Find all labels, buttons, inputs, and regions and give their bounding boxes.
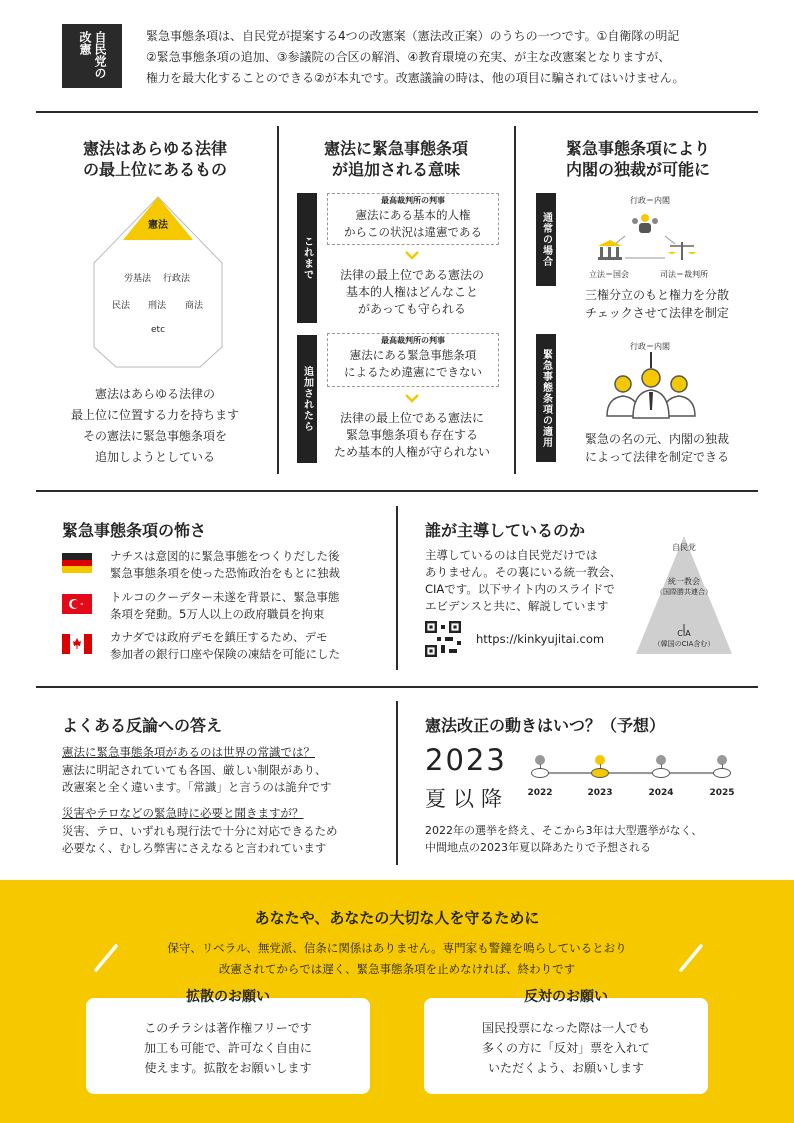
col1-text [40,384,270,468]
card-text [86,1018,370,1078]
cabinet-label: 行政＝内閣 [630,342,670,351]
footer-line: 保守、リベラル、無党派、信条に関係はありません。専門家も警鐘を鳴らしているとおり [167,941,627,955]
card-line: このチラシは著作権フリーです [144,1021,312,1035]
col3-text-line: チェックさせて法律を制定 [585,306,729,320]
leader-line: 主導しているのは自民党だけでは [425,548,598,562]
divider [396,506,398,670]
judge-label: 最高裁判所の判事 [381,336,445,345]
fear-title: 緊急事態条項の怖さ [62,521,207,540]
law-label: 労基法 [124,274,152,284]
fear-item [110,548,340,582]
germany-flag-icon [62,553,92,573]
timeline-title: 憲法改正の動きはいつ？（予想） [425,716,666,735]
cabinet-dictatorship-icon [603,350,699,420]
faq-question: 憲法に緊急事態条項があるのは世界の常識では？ [62,745,315,759]
header-badge-text: 自民党の改憲 [78,31,107,79]
pyramid-bottom-line: （韓国のCIA含む） [653,640,715,648]
site-link[interactable]: https://kinkyujitai.com [476,632,605,646]
timeline-note [425,822,702,856]
slash-icon [677,943,705,973]
col2-text1 [318,267,506,318]
chevron-down-icon [404,250,420,260]
tab-normal: 通常の場合 [536,193,556,286]
timeline-year: 2022 [527,788,553,798]
divider [36,490,758,492]
col3-title-line: 内閣の独裁が可能に [565,160,710,179]
col1-title [40,138,270,180]
fear-item-line: トルコのクーデター未遂を背景に、緊急事態 [110,590,340,604]
card-title: 反対のお願い [524,989,608,1005]
parliament-icon [598,240,622,260]
col1-title-line: の最上位にあるもの [82,160,227,179]
law-label: 民法 [112,301,131,311]
fear-item [110,629,340,663]
col2-text-line: 基本的人権はどんなこと [345,285,478,299]
col1-text-line: 最上位に位置する力を持ちます [70,408,239,422]
judicial-label: 司法＝裁判所 [660,270,708,279]
card-text [424,1018,708,1078]
judge-line: によるため違憲にできない [344,365,482,379]
timeline-year: 2024 [648,788,674,798]
law-label: 行政法 [163,274,191,284]
timeline-year: 2023 [587,788,613,798]
card-line: 国民投票になった際は一人でも [481,1021,650,1035]
tab-emergency: 緊急事態条項の適用 [536,334,556,462]
leader-title: 誰が主導しているのか [425,521,586,540]
faq-answer-line: 憲法に明記されていても各国、厳しい制限があり、 [62,763,327,777]
header-line: 権力を最大化することのできる②が本丸です。改憲議論の時は、他の項目に騙されてはいけません。 [146,71,685,85]
timeline-dot [531,768,549,778]
col2-title-line: 憲法に緊急事態条項 [323,139,468,158]
timeline-dot [652,768,670,778]
col3-text-line: 緊急の名の元、内閣の独裁 [584,432,729,446]
tab-before: これまで [297,193,317,323]
slash-icon [92,943,120,973]
canada-flag-icon [62,634,92,654]
pyramid-bottom-label [644,628,724,650]
pyramid-top-label: 自民党 [672,543,696,552]
pyramid-mid-label [644,576,724,598]
footer-title: あなたや、あなたの大切な人を守るために [254,909,540,927]
col2-title [282,138,510,180]
pyramid-bottom-line: CIA [677,629,691,638]
turkey-flag-icon [62,594,92,614]
card-line: 使えます。拡散をお願いします [144,1061,312,1075]
col2-text-line: 法律の最上位である憲法に [339,411,484,425]
faq-answer [62,762,331,796]
card-line: 加工も可能で、許可なく自由に [144,1041,312,1055]
col3-title [520,138,756,180]
fear-item-line: ナチスは意図的に緊急事態をつくりだした後 [110,549,340,563]
judge-line: 憲法にある緊急事態条項 [349,348,477,362]
divider [36,111,758,113]
executive-label: 行政＝内閣 [630,196,670,205]
card-line: 多くの方に「反対」票を入れて [481,1041,650,1055]
big-season: 夏以降 [425,787,509,811]
fear-item [110,589,339,623]
col2-text-line: 緊急事態条項も存在する [345,428,478,442]
court-icon [668,242,696,260]
timeline-note-line: 中間地点の2023年夏以降あたりで予想される [425,841,651,854]
person-icon [633,369,669,418]
footer-text [110,938,684,980]
col1-text-line: 憲法はあらゆる法律の [94,387,215,401]
divider [514,126,516,474]
col2-text2 [318,410,506,461]
fear-item-line: 緊急事態条項を使った恐怖政治をもとに独裁 [110,566,340,580]
faq-answer-line: 改憲案と全く違います。「常識」と言うのは詭弁です [62,780,332,794]
fear-item-line: カナダでは政府デモを鎮圧するため、デモ [110,630,328,644]
header-line: 緊急事態条項は、自民党が提案する4つの改憲案（憲法改正案）のうちの一つです。①自衛隊の明記 [146,29,680,43]
qr-code-icon [425,621,461,657]
timeline-track [540,772,722,774]
col1-text-line: その憲法に緊急事態条項を [82,429,227,443]
big-year: 2023 [425,743,507,777]
faq-answer-line: 必要なく、むしろ弊害にさえなると言われています [62,841,327,855]
faq-title: よくある反論への答え [62,716,223,735]
header-text [146,26,746,89]
pyramid-mid-line: （国際勝共連合） [656,588,712,596]
divider [277,126,279,474]
col2-text-line: があっても守られる [358,302,466,316]
judge-line: 憲法にある基本的人権 [355,208,471,222]
col3-text-line: によって法律を制定できる [584,450,729,464]
executive-icon [632,214,658,233]
col3-text-line: 三権分立のもと権力を分散 [584,288,729,302]
divider [36,686,758,688]
judge-label: 最高裁判所の判事 [381,196,445,205]
leader-line: CIAです。以下サイト内のスライドで [425,582,615,596]
timeline-note-line: 2022年の選挙を終え、そこから3年は大型選挙がなく、 [425,824,703,837]
tab-after: 追加されたら [297,335,317,463]
leader-text [425,547,621,615]
fear-item-line: 条項を発動。5万人以上の政府職員を拘束 [110,607,325,621]
col2-text-line: ため基本的人権が守られない [333,445,490,459]
leader-line: ありません。その裏にいる統一教会、 [425,565,622,579]
faq-question: 災害やテロなどの緊急時に必要と聞きますが？ [62,806,304,820]
judge-box [327,193,499,245]
judge-line: からこの状況は違憲である [344,225,482,239]
col1-title-line: 憲法はあらゆる法律 [82,139,227,158]
divider [396,701,398,865]
col2-text-line: 法律の最上位である憲法の [339,268,484,282]
leader-line: エビデンスと共に、解説しています [425,599,609,613]
law-label: etc [151,325,166,335]
col2-title-line: が追加される意味 [331,160,460,179]
col1-text-line: 追加しようとしている [94,450,215,464]
footer-line: 改憲されてからでは遅く、緊急事態条項を止めなければ、終わりです [218,962,576,976]
separation-of-powers-diagram [590,206,700,268]
law-label: 刑法 [148,301,167,311]
fear-item-line: 参加者の銀行口座や保険の凍結を可能にした [110,647,340,661]
col3-text2 [562,430,752,466]
timeline-year: 2025 [709,788,735,798]
header-line: ②緊急事態条項の追加、③参議院の合区の解消、④教育環境の充実、が主な改憲案となりますが、 [146,50,671,64]
col3-title-line: 緊急事態条項により [565,139,710,158]
legislative-label: 立法＝国会 [589,270,629,279]
constitution-label: 憲法 [148,220,168,231]
faq-answer-line: 災害、テロ、いずれも現行法で十分に対応できるため [62,824,338,838]
oppose-request-card [424,989,708,1094]
law-label: 商法 [185,301,204,311]
timeline-dot [591,768,609,778]
card-title: 拡散のお願い [186,989,270,1005]
card-line: いただくよう、お願いします [487,1061,644,1075]
pyramid-mid-line: 統一教会 [668,577,700,586]
header-badge [62,24,122,88]
share-request-card [86,989,370,1094]
timeline-dot [713,768,731,778]
judge-box [327,333,499,387]
col3-text1 [562,286,752,322]
faq-answer [62,823,338,857]
chevron-down-icon [404,393,420,403]
